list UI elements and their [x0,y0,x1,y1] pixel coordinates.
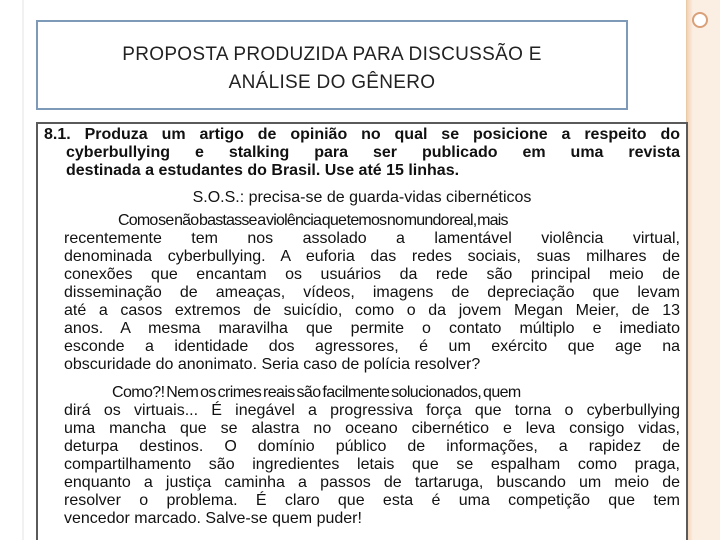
paragraph-line: Como se não bastasse a violência que temos no mundo real, mais [118,212,508,229]
paragraph-line: disseminação de ameaças, vídeos, imagens de depreciação que levam [64,284,680,301]
article-title: S.O.S.: precisa-se de guarda-vidas cibernéticos [192,189,532,206]
paragraph-line: deturpa destinos. O domínio público de informações, a rapidez de [64,438,680,455]
paragraph-line: enquanto a justiça caminha a passos de tartaruga, buscando um meio de [64,474,680,491]
paragraph-line: denominada cyberbullying. A euforia das redes sociais, suas milhares de [64,248,680,265]
paragraph-line: dirá os virtuais... É inegável a progressiva força que torna o cyberbullying [64,402,680,419]
paragraph-line: esconde a identidade dos agressores, é um exército que age na [64,338,680,355]
paragraph-line: anos. A mesma maravilha que permite o contato múltiplo e imediato [64,320,680,337]
question-line: cyberbullying e stalking para ser publicado em uma revista [66,144,680,161]
paragraph-line: recentemente tem nos assolado a lamentável violência virtual, [64,230,680,247]
article-paragraph-1 [64,212,680,374]
paragraph-line: uma mancha que se alastra no oceano cibernético e leva consigo vidas, [64,420,680,437]
right-decorative-band [686,0,720,540]
article-paragraph-2 [64,384,680,528]
slide-title-box [36,20,628,110]
question-line: 8.1. Produza um artigo de opinião no qual se posicione a respeito do [44,126,680,143]
question-prompt [44,126,680,180]
paragraph-line: compartilhamento são ingredientes letais que se espalham como praga, [64,456,680,473]
paragraph-line: até a casos extremos de suicídio, como o da jovem Megan Meier, de 13 [64,302,680,319]
paragraph-line: conexões que encantam os usuários da rede são principal meio de [64,266,680,283]
decorative-circle [692,12,708,28]
paragraph-line: Como?! Nem os crimes reais são facilmente solucionados, quem [112,384,521,401]
paragraph-line: resolver o problema. É claro que esta é uma competição que tem [64,492,680,509]
left-margin-rule [22,0,24,540]
slide-title-line-1: PROPOSTA PRODUZIDA PARA DISCUSSÃO E [122,44,542,65]
slide-title-line-2: ANÁLISE DO GÊNERO [228,72,436,93]
slide-title [122,41,541,97]
question-line: destinada a estudantes do Brasil. Use até 15 linhas. [66,162,460,179]
paragraph-line: vencedor marcado. Salve-se quem puder! [64,510,362,527]
paragraph-line: obscuridade do anonimato. Seria caso de polícia resolver? [64,356,481,373]
